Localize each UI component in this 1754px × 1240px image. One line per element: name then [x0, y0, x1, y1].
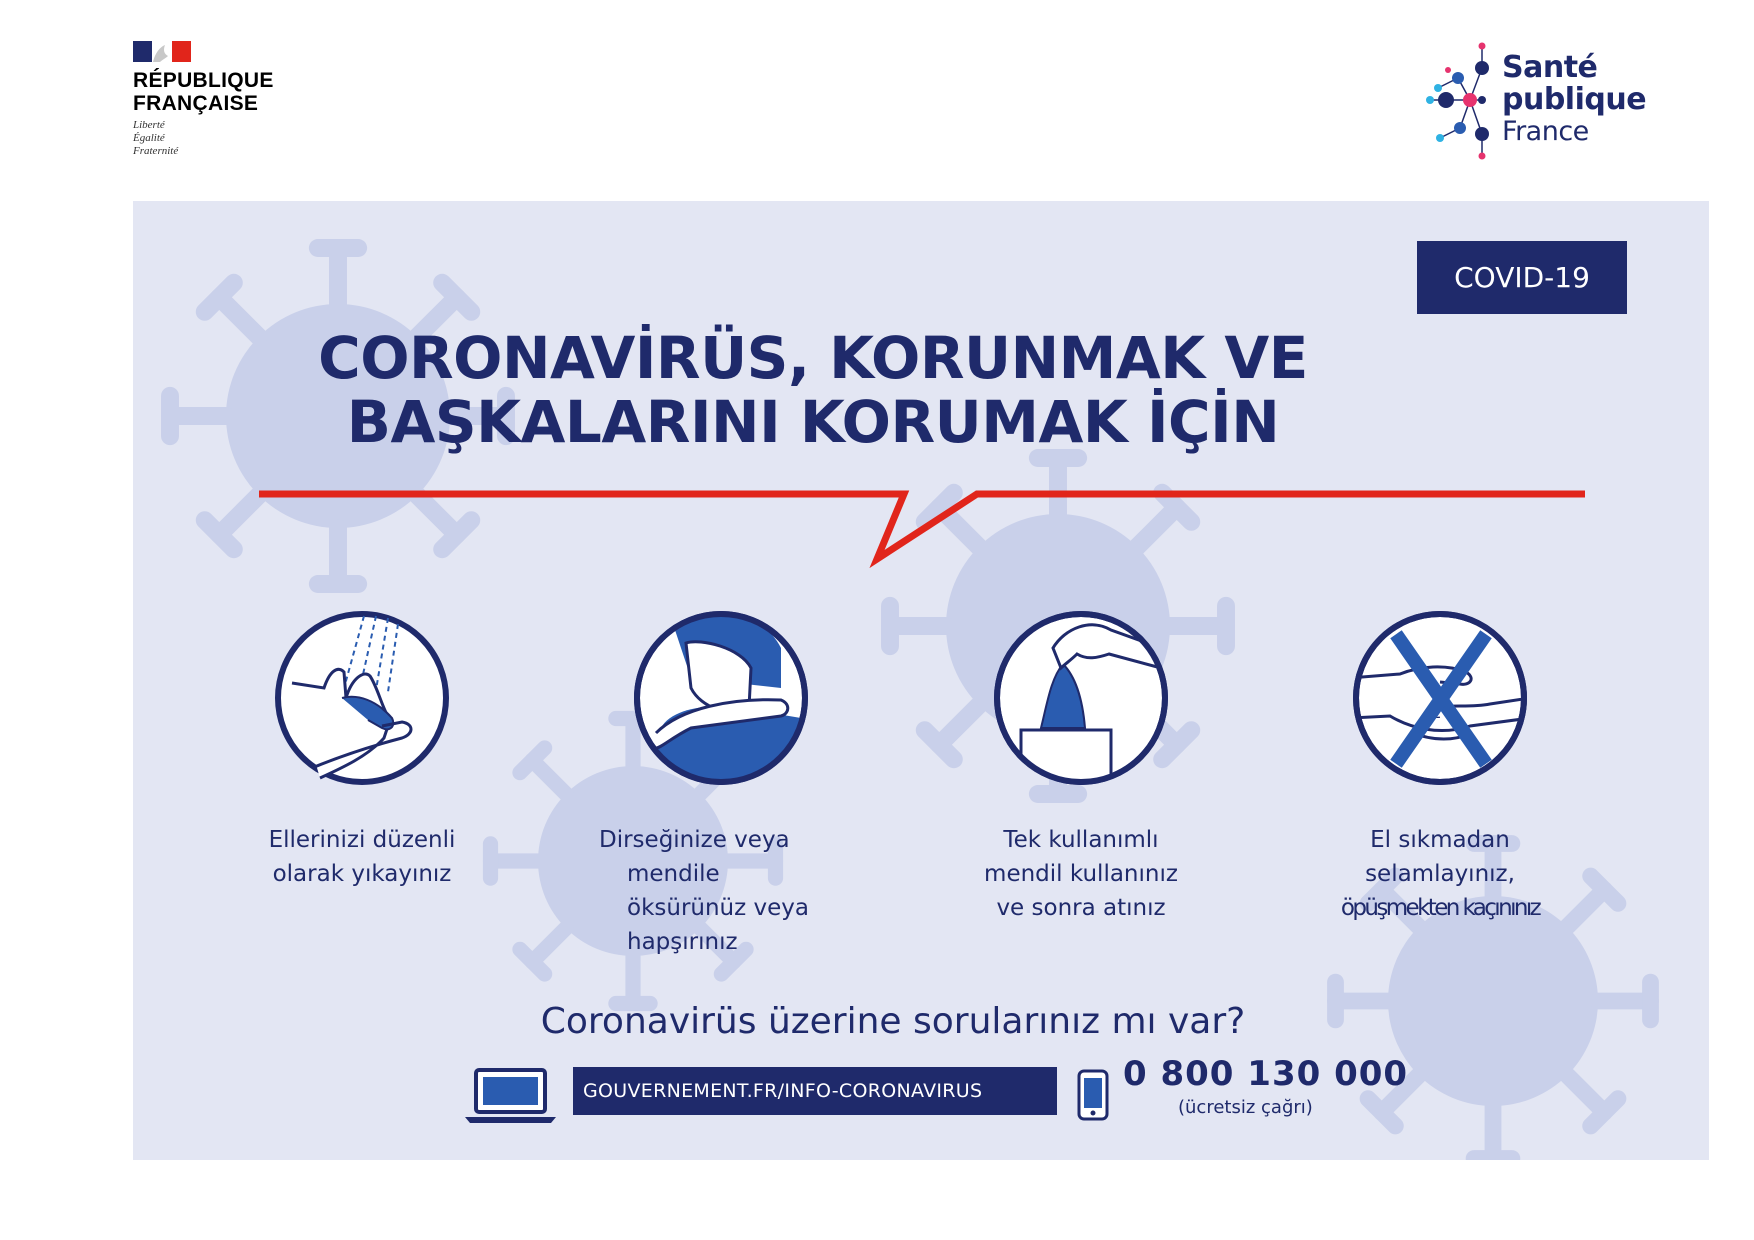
hand-washing-icon — [272, 608, 452, 788]
poster-panel — [133, 201, 1709, 1160]
republique-motto: Liberté Égalité Fraternité — [133, 119, 179, 157]
laptop-icon — [463, 1067, 558, 1125]
phone-icon — [1077, 1069, 1109, 1121]
molecule-network-icon — [1418, 38, 1508, 163]
sante-publique-france-wordmark: Santé publique France — [1502, 50, 1647, 147]
no-handshake-icon — [1350, 608, 1530, 788]
republique-francaise-logo — [133, 41, 293, 171]
republique-name: RÉPUBLIQUE FRANÇAISE — [133, 69, 274, 115]
sante-publique-france-logo — [1418, 38, 1647, 163]
cough-elbow-icon — [631, 608, 811, 788]
marianne-flag-icon — [133, 41, 191, 62]
covid-19-badge: COVID-19 — [1417, 241, 1627, 314]
page-title: CORONAVİRÜS, KORUNMAK VE BAŞKALARINI KORUMAK İÇİN — [318, 324, 1308, 456]
tip-caption-tissue: Tek kullanımlı mendil kullanınız ve sonra atınız — [984, 827, 1178, 921]
tip-caption-no-handshake: El sıkmadan selamlayınız, öpüşmekten kaçınınız — [1340, 827, 1540, 921]
tip-caption-cough-elbow: Dirseğinize veya mendile öksürünüz veya hapşırınız — [599, 827, 809, 955]
tip-caption-wash-hands: Ellerinizi düzenli olarak yıkayınız — [268, 827, 456, 887]
free-call-note: (ücretsiz çağrı) — [1178, 1097, 1313, 1118]
info-coronavirus-link[interactable]: GOUVERNEMENT.FR/INFO-CORONAVIRUS — [573, 1067, 1057, 1115]
hotline-number: 0 800 130 000 — [1123, 1054, 1409, 1094]
tissue-box-icon — [991, 608, 1171, 788]
question-heading: Coronavirüs üzerine sorularınız mı var? — [540, 1001, 1246, 1042]
